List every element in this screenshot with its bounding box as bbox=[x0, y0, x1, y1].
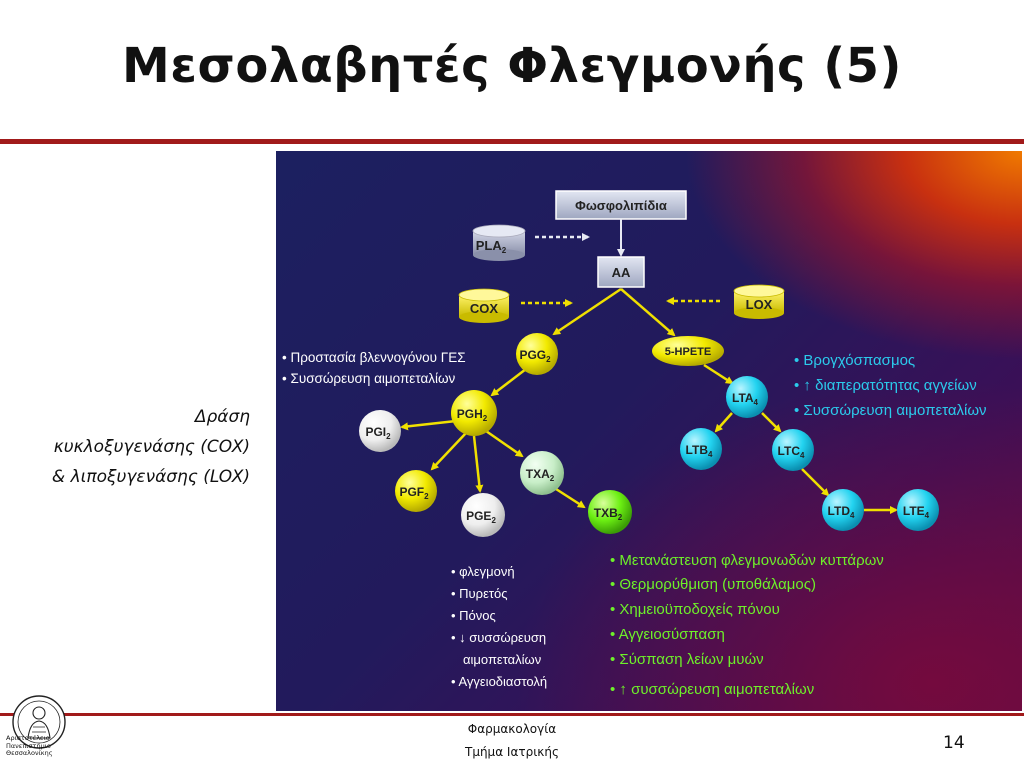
node-txa2 bbox=[520, 451, 564, 495]
footer-course: Φαρμακολογία bbox=[467, 722, 557, 736]
node-label: PGE bbox=[466, 509, 492, 523]
arrow-aa-hpete bbox=[621, 289, 674, 335]
notes-cox-list bbox=[282, 350, 466, 386]
phospholipids-box bbox=[556, 191, 686, 219]
pathway-svg bbox=[276, 151, 1022, 711]
university-name-line: Πανεπιστήμιο bbox=[6, 741, 51, 750]
pla2-subscript: 2 bbox=[501, 246, 507, 255]
lox-enzyme bbox=[734, 285, 784, 319]
node-label: LTB bbox=[685, 443, 708, 457]
svg-text:• Προστασία βλεννογόνου ΓΕΣ: • Προστασία βλεννογόνου ΓΕΣ bbox=[282, 350, 466, 365]
arrow-pgh2-pgf2 bbox=[432, 433, 466, 469]
aa-label: AA bbox=[611, 265, 631, 280]
svg-text:• Μετανάστευση φλεγμονωδών κυ: • Μετανάστευση φλεγμονωδών κυττάρων bbox=[610, 552, 884, 569]
node-5-hpete bbox=[652, 336, 724, 366]
notes-pge-list bbox=[451, 564, 547, 689]
node-subscript: 2 bbox=[549, 474, 555, 483]
caption-line: & λιποξυγενάσης (LOX) bbox=[51, 467, 250, 487]
note-pge: Πόνος bbox=[459, 608, 496, 623]
node-subscript: 2 bbox=[424, 492, 429, 501]
university-name-line: Θεσσαλονίκης bbox=[6, 749, 53, 757]
arrow-pgh2-pgi2 bbox=[402, 421, 456, 427]
title-underline bbox=[0, 139, 1024, 144]
node-lte4 bbox=[897, 489, 939, 531]
note-pge: Πυρετός bbox=[459, 586, 508, 601]
arrow-aa-pgg2 bbox=[554, 289, 621, 334]
node-subscript: 4 bbox=[707, 450, 713, 459]
node-subscript: 2 bbox=[386, 432, 391, 441]
note-lt: Μετανάστευση φλεγμονωδών κυττάρων bbox=[619, 552, 884, 569]
svg-text:• Βρογχόσπασμος: • Βρογχόσπασμος bbox=[794, 352, 916, 369]
notes-lox-list bbox=[794, 352, 987, 419]
svg-text:• ↑ συσσώρευση αιμοπεταλίων: • ↑ συσσώρευση αιμοπεταλίων bbox=[610, 681, 815, 698]
phospholipids-label: Φωσφολιπίδια bbox=[575, 198, 667, 213]
arrow-lta4-ltc4 bbox=[762, 413, 780, 431]
node-label: 5-HPETE bbox=[664, 346, 712, 358]
node-pgh2 bbox=[451, 390, 497, 436]
node-ltd4 bbox=[822, 489, 864, 531]
arrow-pgh2-pge2 bbox=[474, 436, 480, 491]
node-label: LTE bbox=[902, 504, 925, 518]
cox-enzyme bbox=[459, 289, 509, 323]
caption-line: κυκλοξυγενάσης (COX) bbox=[53, 437, 250, 457]
note-cox: Συσσώρευση αιμοπεταλίων bbox=[290, 371, 456, 386]
note-pge: ↓ συσσώρευση bbox=[459, 630, 547, 645]
aa-box bbox=[598, 257, 644, 287]
node-pge2 bbox=[461, 493, 505, 537]
node-ltc4 bbox=[772, 429, 814, 471]
pla2-label: PLA bbox=[475, 238, 502, 253]
svg-text:• Αγγειοσύσπαση: • Αγγειοσύσπαση bbox=[610, 626, 725, 643]
arrow-hpete-lta4 bbox=[704, 365, 732, 383]
svg-text:• Σύσπαση λείων μυών: • Σύσπαση λείων μυών bbox=[610, 651, 764, 668]
node-subscript: 2 bbox=[617, 513, 623, 522]
footer-divider bbox=[0, 713, 1024, 716]
caption-line: Δράση bbox=[194, 407, 250, 427]
node-pgf2 bbox=[395, 470, 437, 512]
note-lt: Αγγειοσύσπαση bbox=[618, 626, 725, 643]
node-label: PGH bbox=[456, 407, 483, 421]
lox-label: LOX bbox=[745, 297, 773, 312]
arrow-ltc4-ltd4 bbox=[802, 469, 828, 495]
svg-text:• Αγγειοδιαστολή: • Αγγειοδιαστολή bbox=[451, 674, 548, 689]
node-label: PGF bbox=[399, 485, 425, 499]
svg-text:• φλεγμονή: • φλεγμονή bbox=[451, 564, 515, 579]
note-lox: Βρογχόσπασμος bbox=[803, 352, 916, 369]
node-subscript: 2 bbox=[546, 355, 551, 364]
slide-title: Μεσολαβητές Φλεγμονής (5) bbox=[122, 38, 902, 94]
svg-text:• Πυρετός: • Πυρετός bbox=[451, 586, 508, 601]
svg-text:• Πόνος: • Πόνος bbox=[451, 608, 496, 623]
node-label: TXA bbox=[525, 467, 550, 481]
node-lta4 bbox=[726, 376, 768, 418]
node-subscript: 4 bbox=[753, 398, 758, 407]
footer-department: Τμήμα Ιατρικής bbox=[464, 745, 559, 759]
node-label: LTC bbox=[777, 444, 800, 458]
svg-text:• ↑ διαπερατότητας αγγείων: • ↑ διαπερατότητας αγγείων bbox=[794, 377, 977, 394]
note-pge: φλεγμονή bbox=[459, 564, 515, 579]
node-label: PGI bbox=[365, 425, 387, 439]
svg-text:• ↓ συσσώρευση: • ↓ συσσώρευση bbox=[451, 630, 547, 645]
arrow-lta4-ltb4 bbox=[716, 413, 732, 431]
note-lt: ↑ συσσώρευση αιμοπεταλίων bbox=[619, 681, 815, 698]
note-lt: Θερμορύθμιση (υποθάλαμος) bbox=[619, 576, 816, 593]
svg-text:• Χημειοϋποδοχείς πόνου: • Χημειοϋποδοχείς πόνου bbox=[610, 601, 780, 618]
arrow-pgh2-txa2 bbox=[486, 431, 522, 456]
note-pge: αιμοπεταλίων bbox=[463, 652, 542, 667]
note-cox: Προστασία βλεννογόνου ΓΕΣ bbox=[290, 350, 466, 365]
node-subscript: 4 bbox=[924, 511, 930, 520]
node-label: LTA bbox=[732, 391, 754, 405]
note-lt: Σύσπαση λείων μυών bbox=[619, 651, 764, 668]
arrow-txa2-txb2 bbox=[556, 489, 584, 507]
node-label: LTD bbox=[827, 504, 850, 518]
pla2-enzyme bbox=[473, 225, 525, 261]
note-lox: Συσσώρευση αιμοπεταλίων bbox=[803, 402, 987, 419]
cox-label: COX bbox=[469, 301, 499, 316]
page-number: 14 bbox=[943, 733, 965, 753]
node-subscript: 2 bbox=[491, 516, 496, 525]
node-pgi2 bbox=[359, 410, 401, 452]
side-caption bbox=[10, 402, 250, 492]
node-txb2 bbox=[588, 490, 632, 534]
notes-lt-list bbox=[610, 552, 884, 698]
node-label: PGG bbox=[519, 348, 547, 362]
university-name bbox=[6, 735, 76, 758]
note-lt: Χημειοϋποδοχείς πόνου bbox=[619, 601, 780, 618]
note-pge: Αγγειοδιαστολή bbox=[458, 674, 548, 689]
node-subscript: 2 bbox=[482, 414, 488, 423]
node-subscript: 4 bbox=[799, 451, 805, 460]
note-lox: ↑ διαπερατότητας αγγείων bbox=[803, 377, 977, 394]
svg-text:• Συσσώρευση αιμοπεταλίων: • Συσσώρευση αιμοπεταλίων bbox=[794, 402, 987, 419]
pathway-diagram bbox=[276, 151, 1022, 711]
university-name-line: Αριστοτέλειο bbox=[6, 734, 50, 742]
node-ltb4 bbox=[680, 428, 722, 470]
svg-text:• Συσσώρευση αιμοπεταλίων: • Συσσώρευση αιμοπεταλίων bbox=[282, 371, 456, 386]
arrow-pgg2-pgh2 bbox=[492, 369, 526, 395]
node-subscript: 4 bbox=[849, 511, 855, 520]
svg-text:• Θερμορύθμιση (υποθάλαμος): • Θερμορύθμιση (υποθάλαμος) bbox=[610, 576, 816, 593]
node-pgg2 bbox=[516, 333, 558, 375]
node-label: TXB bbox=[593, 506, 618, 520]
